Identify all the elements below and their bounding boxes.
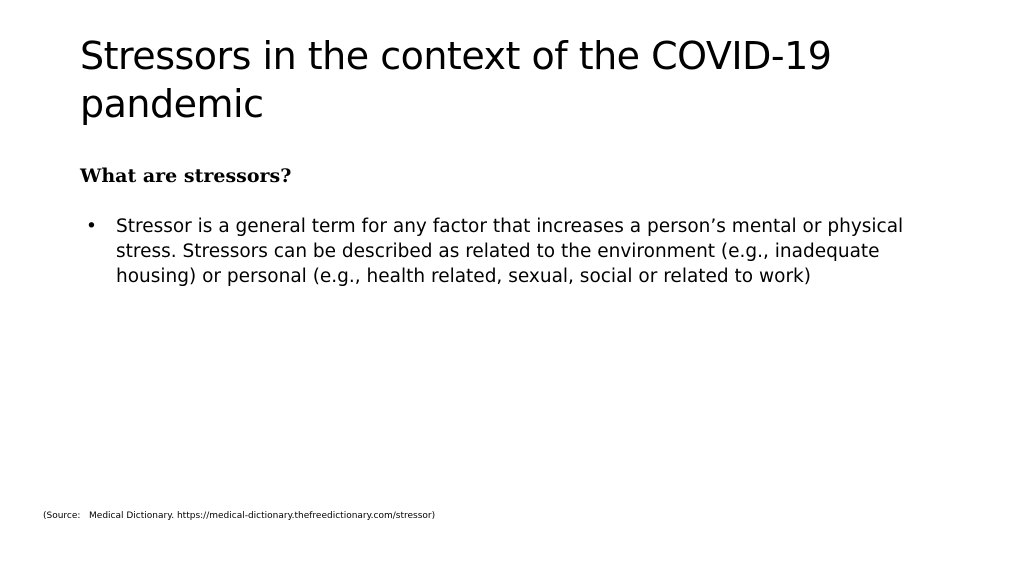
slide-title: Stressors in the context of the COVID-19 pandemic — [80, 34, 832, 126]
bullet-marker: • — [86, 216, 97, 237]
source-citation: (Source: Medical Dictionary. https://medical-dictionary.thefreedictionary.com/stressor) — [43, 511, 436, 521]
bullet-list — [80, 214, 940, 289]
slide-subheading: What are stressors? — [80, 165, 292, 187]
bullet-text: Stressor is a general term for any factor that increases a person’s mental or physical stress. Stressors can be described as related to the environment (e.g., inadequate housing) or personal (e.g., health related, sexual, social or related to work) — [116, 216, 904, 287]
bullet-item — [80, 214, 940, 289]
